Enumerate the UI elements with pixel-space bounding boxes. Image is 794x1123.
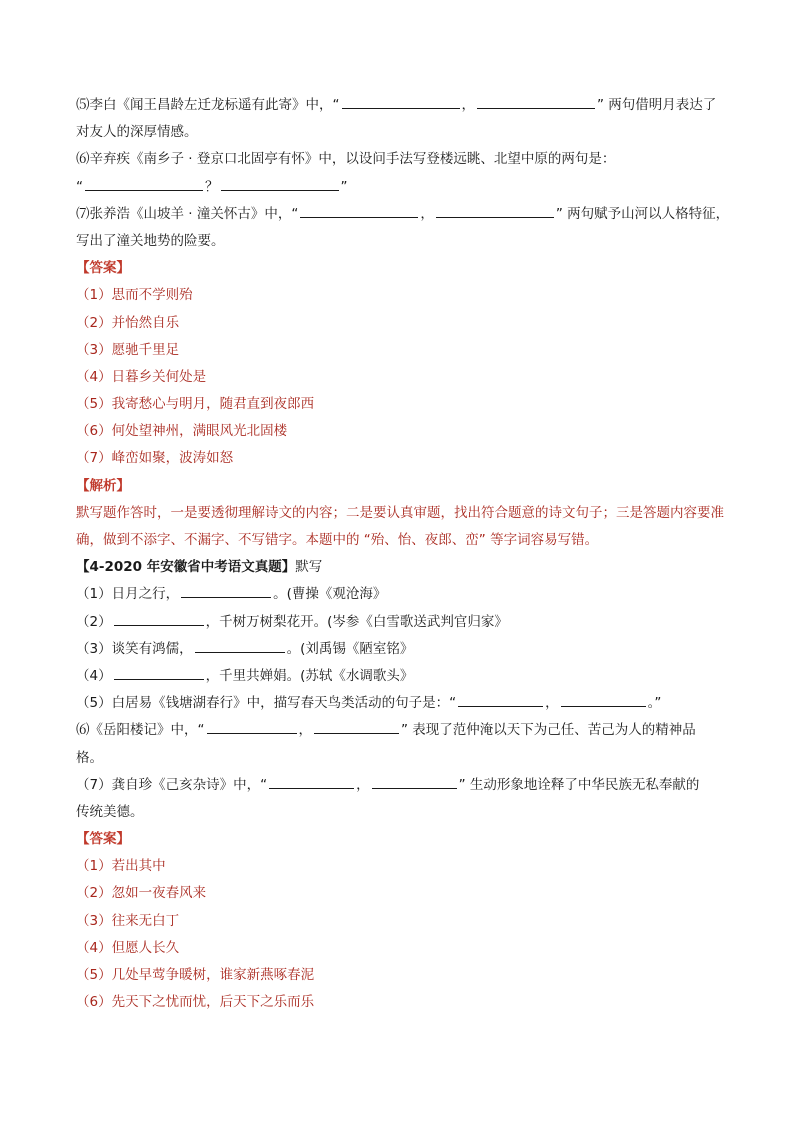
section-title: 【4-2020 年安徽省中考语文真题】 bbox=[76, 559, 296, 576]
q6-separator: ？ bbox=[205, 178, 219, 195]
p2-q7-text: （7）龚自珍《己亥杂诗》中，“ bbox=[76, 776, 268, 793]
p2-question-3 bbox=[76, 636, 726, 663]
question-6-blanks bbox=[76, 174, 726, 201]
answer-item: （2）忽如一夜春风来 bbox=[76, 885, 207, 902]
answer-blank bbox=[207, 719, 297, 734]
question-7-line bbox=[76, 201, 730, 228]
q5-text: ⑸李白《闻王昌龄左迁龙标遥有此寄》中，“ bbox=[76, 97, 340, 113]
p2-question-6 bbox=[76, 717, 726, 744]
q7-text-tail: ” 两句赋予山河以人格特征， bbox=[555, 205, 730, 222]
answer-blank bbox=[300, 203, 418, 218]
answer-item: （1）思而不学则殆 bbox=[76, 287, 193, 304]
answer-item: （3）往来无白丁 bbox=[76, 912, 180, 929]
answer-item: （2）并怡然自乐 bbox=[76, 314, 180, 331]
p2-q5-text: （5）白居易《钱塘湖春行》中，描写春天鸟类活动的句子是：“ bbox=[76, 695, 457, 712]
answer-blank bbox=[458, 692, 543, 707]
answer-item: （4）但愿人长久 bbox=[76, 939, 180, 956]
q5-separator: ， bbox=[461, 97, 475, 113]
p2-q1-tail: 。(曹操《观沧海》 bbox=[273, 586, 387, 603]
answer-blank bbox=[114, 611, 204, 626]
answer-blank bbox=[436, 203, 554, 218]
answer-blank bbox=[314, 719, 399, 734]
answer-item: （6）先天下之忧而忧，后天下之乐而乐 bbox=[76, 994, 315, 1011]
p2-q3-tail: 。(刘禹锡《陋室铭》 bbox=[286, 640, 414, 657]
answer-item: （4）日暮乡关何处是 bbox=[76, 368, 207, 385]
question-7-cont: 写出了潼关地势的险要。 bbox=[76, 232, 225, 249]
answer-item: （6）何处望神州，满眼风光北固楼 bbox=[76, 423, 288, 440]
answer-blank bbox=[221, 176, 339, 191]
p2-q2-text: （2） bbox=[76, 613, 112, 630]
p2-q7-separator: ， bbox=[356, 776, 370, 793]
section-title-tail: 默写 bbox=[295, 559, 323, 576]
p2-q6-text: ⑹《岳阳楼记》中，“ bbox=[76, 722, 205, 739]
p2-question-7 bbox=[76, 772, 726, 799]
analysis-heading: 【解析】 bbox=[76, 477, 130, 494]
p2-question-5 bbox=[76, 690, 726, 717]
close-quote: ” bbox=[340, 178, 348, 195]
answer-blank bbox=[85, 176, 203, 191]
p2-q3-text: （3）谈笑有鸿儒， bbox=[76, 640, 193, 657]
answer-blank bbox=[181, 583, 271, 598]
answer-blank bbox=[372, 774, 457, 789]
answer-blank bbox=[114, 665, 204, 680]
document-page bbox=[76, 92, 730, 1016]
p2-question-7-cont: 传统美德。 bbox=[76, 803, 144, 820]
question-5-cont: 对友人的深厚情感。 bbox=[76, 124, 198, 141]
answer-blank bbox=[477, 94, 595, 109]
p2-q2-tail: ，千树万树梨花开。(岑参《白雪歌送武判官归家》 bbox=[205, 613, 508, 630]
q7-text: ⑺张养浩《山坡羊 · 潼关怀古》中，“ bbox=[76, 205, 299, 222]
p2-q4-tail: ，千里共婵娟。(苏轼《水调歌头》 bbox=[205, 667, 414, 684]
answer-heading: 【答案】 bbox=[76, 831, 130, 848]
p2-q6-separator: ， bbox=[298, 722, 312, 739]
p2-question-1 bbox=[76, 581, 726, 608]
answer-heading: 【答案】 bbox=[76, 260, 130, 277]
p2-question-4 bbox=[76, 663, 726, 690]
answer-item: （1）若出其中 bbox=[76, 858, 166, 875]
q7-separator: ， bbox=[420, 205, 434, 222]
q5-text-tail: ” 两句借明月表达了 bbox=[597, 97, 717, 113]
answer-blank bbox=[342, 94, 460, 109]
open-quote: “ bbox=[76, 178, 83, 195]
question-6-line: ⑹辛弃疾《南乡子 · 登京口北固亭有怀》中，以设问手法写登楼远眺、北望中原的两句是： bbox=[76, 151, 616, 168]
p2-q7-tail: ” 生动形象地诠释了中华民族无私奉献的 bbox=[458, 776, 700, 793]
p2-q5-tail: 。” bbox=[647, 695, 662, 712]
question-5-line bbox=[76, 92, 726, 119]
answer-blank bbox=[269, 774, 354, 789]
p2-q6-tail: ” 表现了范仲淹以天下为己任、苦己为人的精神品 bbox=[401, 722, 696, 739]
answer-blank bbox=[561, 692, 646, 707]
p2-q4-text: （4） bbox=[76, 667, 112, 684]
answer-item: （5）我寄愁心与明月，随君直到夜郎西 bbox=[76, 396, 315, 413]
p2-q1-text: （1）日月之行， bbox=[76, 586, 180, 603]
section-title-line bbox=[76, 554, 726, 581]
p2-question-2 bbox=[76, 609, 726, 636]
answer-item: （5）几处早莺争暖树，谁家新燕啄春泥 bbox=[76, 967, 315, 984]
p2-q5-separator: ， bbox=[545, 695, 559, 712]
answer-item: （3）愿驰千里足 bbox=[76, 341, 180, 358]
analysis-text: 默写题作答时，一是要透彻理解诗文的内容；二是要认真审题，找出符合题意的诗文句子；三是答题内容要准确，做到不添字、不漏字、不写错字。本题中的 “殆、怡、夜郎、峦” 等字词容易写错。 bbox=[76, 504, 724, 549]
answer-item: （7）峰峦如聚，波涛如怒 bbox=[76, 450, 234, 467]
p2-question-6-cont: 格。 bbox=[76, 749, 103, 766]
answer-blank bbox=[195, 638, 285, 653]
